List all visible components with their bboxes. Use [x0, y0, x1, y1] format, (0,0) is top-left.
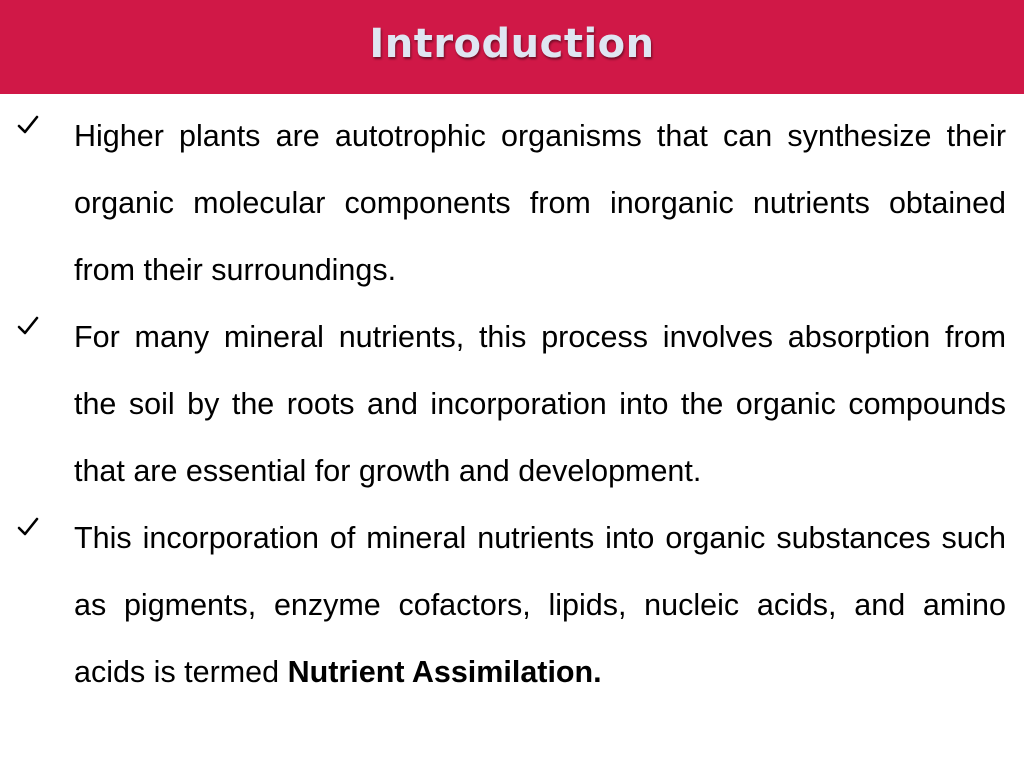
checkmark-icon: [16, 113, 40, 137]
bullet-text-body: This incorporation of mineral nutrients into organic substances such as pigments, enzyme cofactors, lipids, nucleic acids, and amino acids is termed: [74, 521, 1006, 689]
bullet-text: [74, 505, 1006, 706]
bullet-text: Higher plants are autotrophic organisms that can synthesize their organic molecular components from inorganic nutrients obtained from their surroundings.: [74, 119, 1006, 287]
bullet-item-1: [0, 103, 1024, 304]
checkmark-icon: [16, 314, 40, 338]
bullet-item-2: [0, 304, 1024, 505]
bullet-text: For many mineral nutrients, this process involves absorption from the soil by the roots and incorporation into the organic compounds that are essential for growth and development.: [74, 320, 1006, 488]
bullet-list: [0, 103, 1024, 706]
title-bar: [0, 0, 1024, 94]
checkmark-icon: [16, 515, 40, 539]
slide-title: Introduction: [369, 21, 655, 67]
key-term: Nutrient Assimilation.: [287, 655, 602, 689]
bullet-item-3: [0, 505, 1024, 706]
